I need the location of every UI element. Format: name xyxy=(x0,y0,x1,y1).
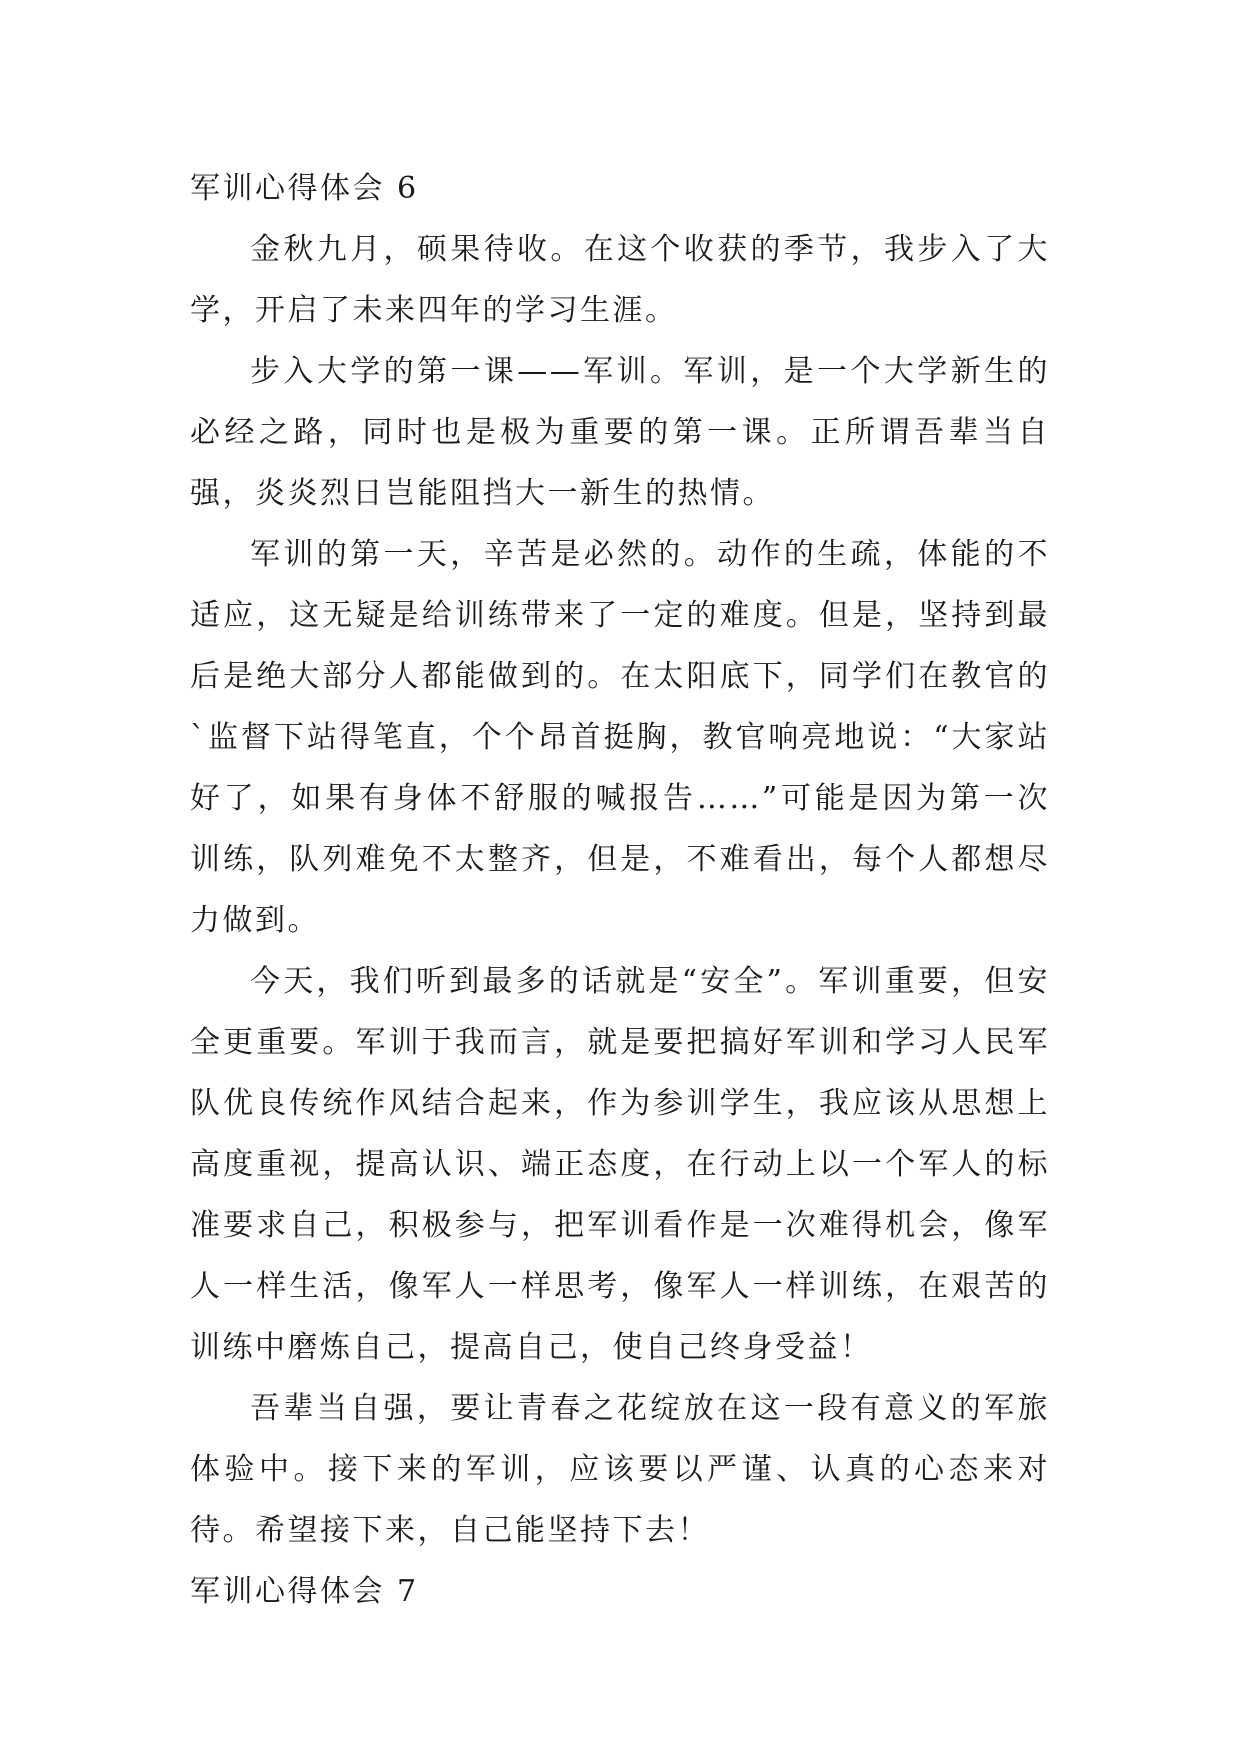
paragraph-2: 步入大学的第一课——军训。军训，是一个大学新生的必经之路，同时也是极为重要的第一课。正所谓吾辈当自强，炎炎烈日岂能阻挡大一新生的热情。 xyxy=(190,354,1050,511)
paragraph-3: 军训的第一天，辛苦是必然的。动作的生疏，体能的不适应，这无疑是给训练带来了一定的难度。但是，坚持到最后是绝大部分人都能做到的。在太阳底下，同学们在教官的`监督下站得笔直，个个昂首挺胸，教官响亮地说：“大家站好了，如果有身体不舒服的喊报告……”可能是因为第一次训练，队列难免不太整齐，但是，不难看出，每个人都想尽力做到。 xyxy=(190,537,1050,938)
section-heading-6: 军训心得体会 6 xyxy=(190,171,419,206)
paragraph-1: 金秋九月，硕果待收。在这个收获的季节，我步入了大学，开启了未来四年的学习生涯。 xyxy=(190,232,1050,328)
paragraph-5: 吾辈当自强，要让青春之花绽放在这一段有意义的军旅体验中。接下来的军训，应该要以严谨、认真的心态来对待。希望接下来，自己能坚持下去！ xyxy=(190,1391,1050,1548)
section-heading-7: 军训心得体会 7 xyxy=(190,1574,419,1609)
document-body xyxy=(190,158,1050,1622)
paragraph-4: 今天，我们听到最多的话就是“安全”。军训重要，但安全更重要。军训于我而言，就是要把搞好军训和学习人民军队优良传统作风结合起来，作为参训学生，我应该从思想上高度重视，提高认识、端正态度，在行动上以一个军人的标准要求自己，积极参与，把军训看作是一次难得机会，像军人一样生活，像军人一样思考，像军人一样训练，在艰苦的训练中磨炼自己，提高自己，使自己终身受益！ xyxy=(190,964,1050,1365)
